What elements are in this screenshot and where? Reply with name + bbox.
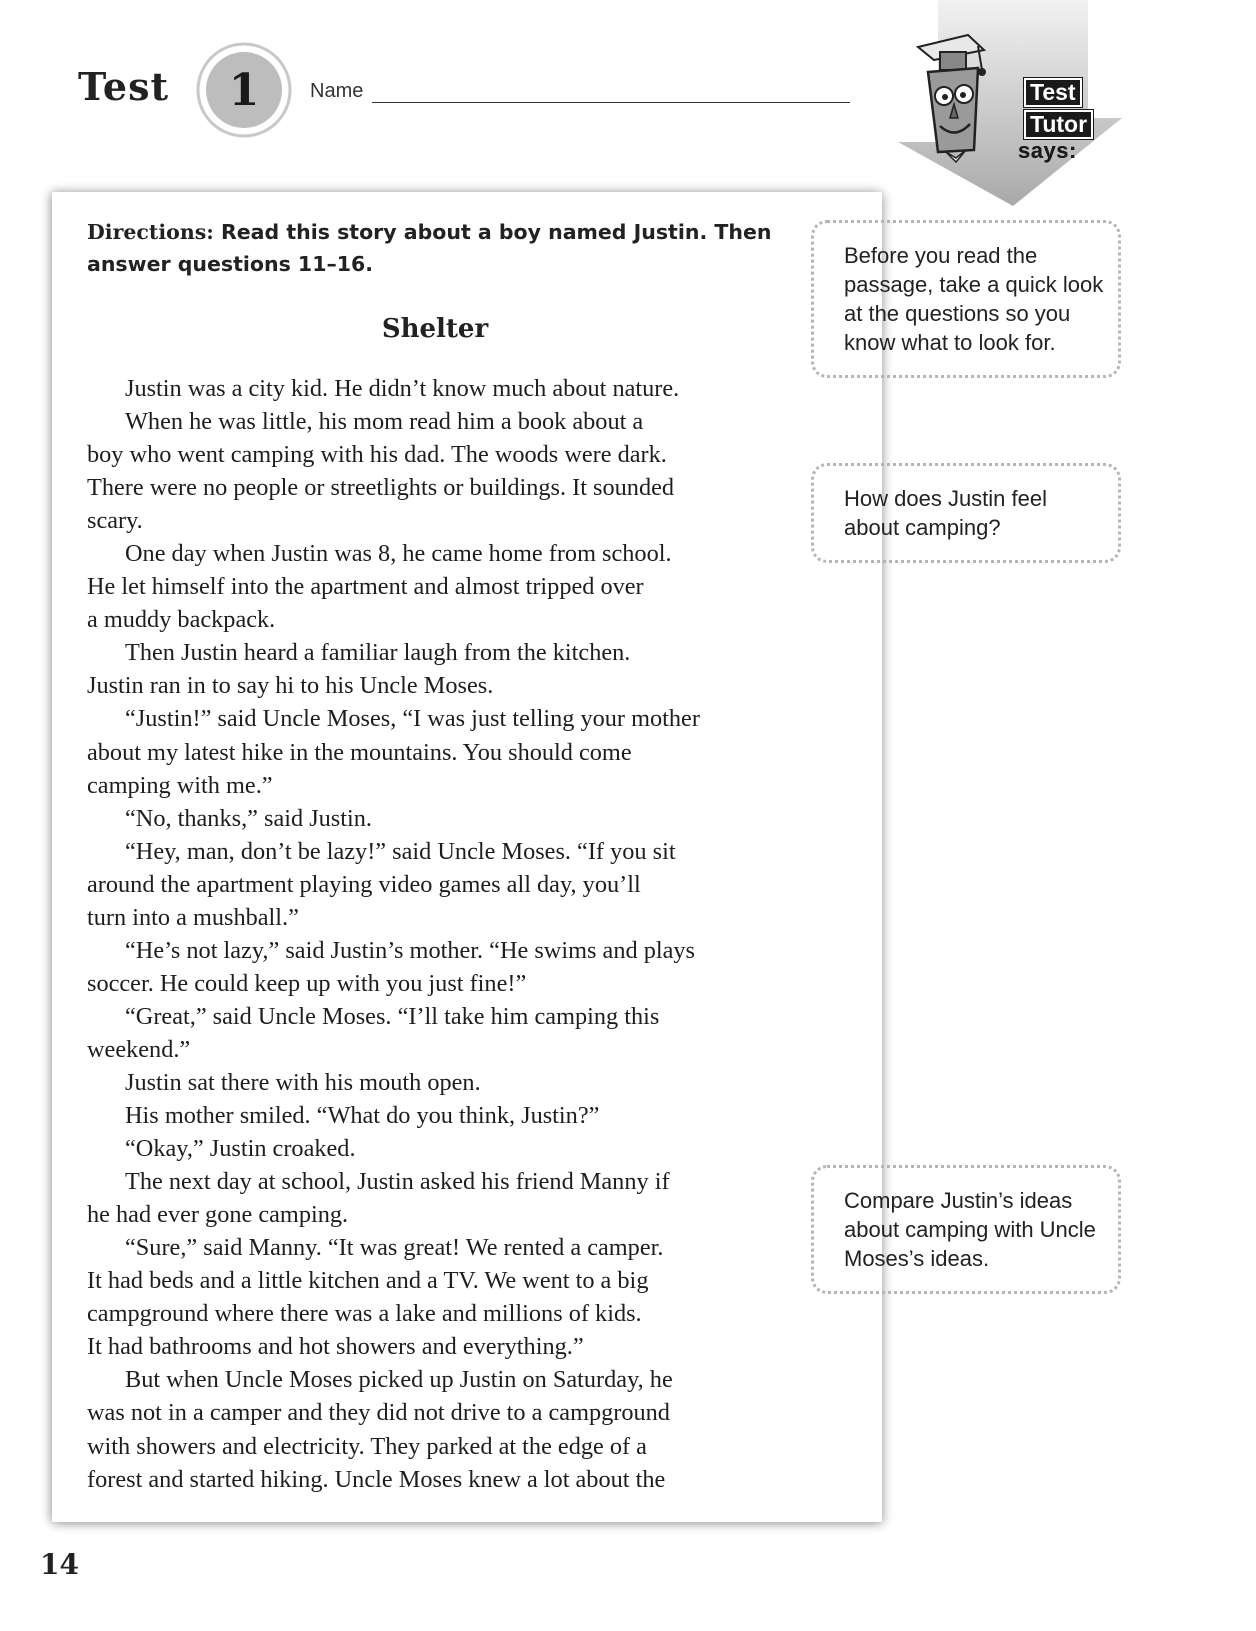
tip-box-compare	[811, 1165, 1121, 1294]
story-line: The next day at school, Justin asked his friend Manny if	[125, 1168, 670, 1196]
story-line: It had beds and a little kitchen and a TV. We went to a big	[87, 1267, 649, 1295]
story-line: His mother smiled. “What do you think, Justin?”	[125, 1102, 600, 1130]
story-line: Then Justin heard a familiar laugh from the kitchen.	[125, 639, 631, 667]
story-line: campground where there was a lake and millions of kids.	[87, 1300, 642, 1328]
story-line: But when Uncle Moses picked up Justin on Saturday, he	[125, 1366, 673, 1394]
story-line: “Okay,” Justin croaked.	[125, 1135, 356, 1163]
story-line: Justin was a city kid. He didn’t know much about nature.	[125, 375, 680, 402]
story-line: he had ever gone camping.	[87, 1201, 349, 1229]
story-line: scary.	[87, 507, 143, 535]
tutor-word-says: says:	[1018, 138, 1077, 163]
tip-box-feelings	[811, 463, 1121, 563]
story-line: One day when Justin was 8, he came home from school.	[125, 540, 672, 568]
story-title: Shelter	[381, 314, 489, 344]
story-line: There were no people or streetlights or buildings. It sounded	[87, 474, 675, 502]
tip-box-preview	[811, 220, 1121, 378]
story-line: about my latest hike in the mountains. You should come	[87, 738, 632, 766]
test-label: Test	[78, 64, 170, 109]
story-line: Justin ran in to say hi to his Uncle Moses.	[87, 672, 494, 700]
tip-text: Compare Justin’s ideas about camping with Uncle Moses’s ideas.	[844, 1188, 1096, 1271]
story-line: “Sure,” said Manny. “It was great! We rented a camper.	[125, 1234, 664, 1262]
story-line: soccer. He could keep up with you just fine!”	[87, 969, 527, 997]
tutor-word-test: Test	[1024, 78, 1082, 107]
name-label: Name	[310, 80, 364, 102]
test-number-badge	[196, 42, 292, 138]
story-line: forest and started hiking. Uncle Moses knew a lot about the	[87, 1465, 666, 1493]
tip-text: Before you read the passage, take a quick look at the questions so you know what to look for.	[844, 243, 1104, 355]
story-line: “He’s not lazy,” said Justin’s mother. “He swims and plays	[125, 936, 695, 964]
test-number: 1	[228, 65, 260, 116]
directions-label: Directions:	[87, 220, 214, 244]
directions-text: Read this story about a boy named Justin. Then answer questions 11–16.	[87, 220, 772, 276]
story-line: with showers and electricity. They parked at the edge of a	[87, 1432, 647, 1460]
story-line: “Great,” said Uncle Moses. “I’ll take him camping this	[125, 1002, 660, 1030]
story-line: “Hey, man, don’t be lazy!” said Uncle Moses. “If you sit	[125, 837, 676, 865]
tip-text: How does Justin feel about camping?	[844, 486, 1047, 540]
story-line: “Justin!” said Uncle Moses, “I was just telling your mother	[125, 705, 700, 733]
story-line: He let himself into the apartment and almost tripped over	[87, 573, 644, 601]
name-field[interactable]	[372, 102, 850, 103]
directions	[87, 216, 777, 280]
tutor-word-tutor: Tutor	[1024, 110, 1093, 139]
story-line: boy who went camping with his dad. The woods were dark.	[87, 441, 667, 469]
story-text	[87, 372, 799, 1496]
story-line: turn into a mushball.”	[87, 903, 299, 931]
story-line: weekend.”	[87, 1035, 191, 1063]
story-line: a muddy backpack.	[87, 606, 276, 634]
story-line: was not in a camper and they did not drive to a campground	[87, 1399, 670, 1427]
story-line: around the apartment playing video games all day, you’ll	[87, 870, 641, 898]
page-number: 14	[40, 1548, 79, 1581]
story-line: Justin sat there with his mouth open.	[125, 1068, 481, 1096]
story-line: camping with me.”	[87, 771, 273, 799]
story-line: It had bathrooms and hot showers and everything.”	[87, 1333, 584, 1361]
story-line: “No, thanks,” said Justin.	[125, 804, 372, 832]
story-line: When he was little, his mom read him a book about a	[125, 408, 644, 436]
